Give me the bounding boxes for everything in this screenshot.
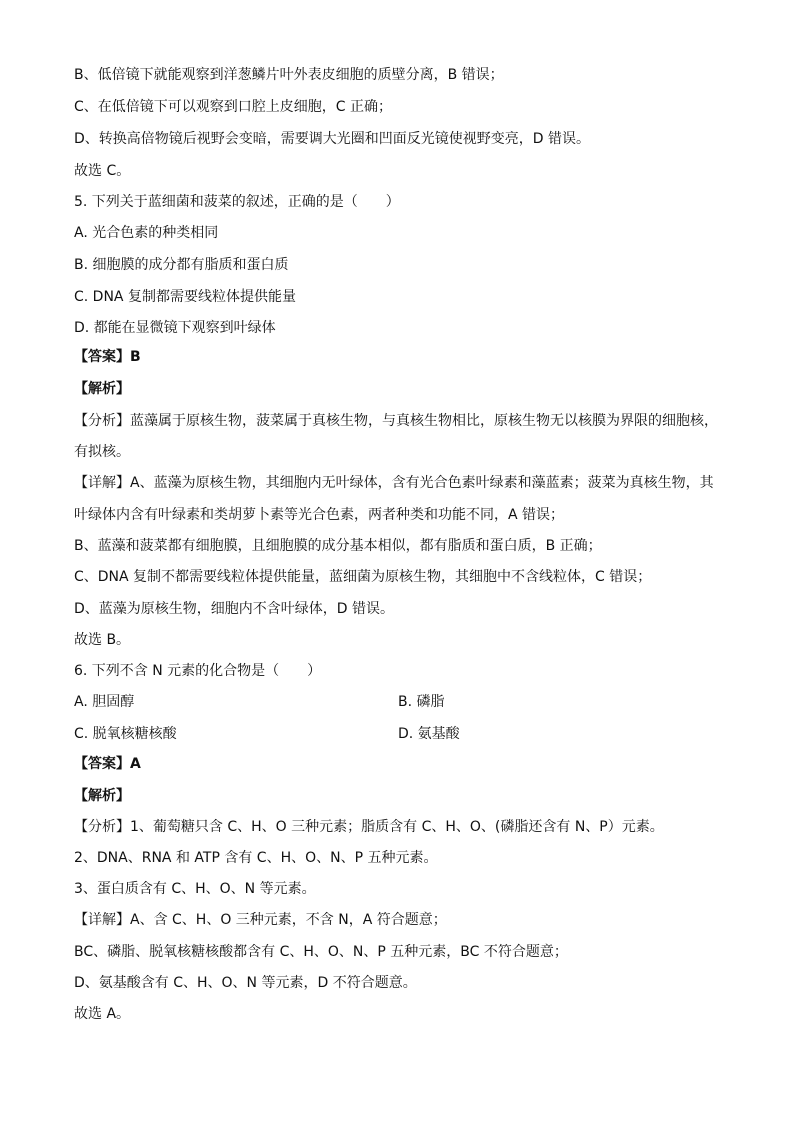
q6-analysis-6: D、氨基酸含有 C、H、O、N 等元素，D 不符合题意。 bbox=[74, 975, 417, 991]
q6-option-a: A. 胆固醇 bbox=[74, 694, 135, 710]
q4-option-d-explanation: D、转换高倍物镜后视野会变暗，需要调大光圈和凹面反光镜使视野变亮，D 错误。 bbox=[74, 131, 591, 147]
q5-analysis-3: 【详解】A、蓝藻为原核生物，其细胞内无叶绿体，含有光合色素叶绿素和藻蓝素；菠菜为真核生物，其 bbox=[74, 475, 714, 491]
q5-analysis-heading: 【解析】 bbox=[74, 381, 130, 397]
q4-conclusion: 故选 C。 bbox=[74, 163, 131, 179]
q5-option-d: D. 都能在显微镜下观察到叶绿体 bbox=[74, 320, 276, 336]
q5-analysis-2: 有拟核。 bbox=[74, 444, 130, 460]
q4-option-c-explanation: C、在低倍镜下可以观察到口腔上皮细胞，C 正确； bbox=[74, 99, 392, 115]
q5-option-c: C. DNA 复制都需要线粒体提供能量 bbox=[74, 289, 296, 305]
q4-option-b-explanation: B、低倍镜下就能观察到洋葱鳞片叶外表皮细胞的质壁分离，B 错误； bbox=[74, 67, 504, 83]
q6-analysis-1: 【分析】1、葡萄糖只含 C、H、O 三种元素；脂质含有 C、H、O、(磷脂还含有 N、P）元素。 bbox=[74, 819, 664, 835]
q5-analysis-7: D、蓝藻为原核生物，细胞内不含叶绿体，D 错误。 bbox=[74, 601, 395, 617]
q5-analysis-6: C、DNA 复制不都需要线粒体提供能量，蓝细菌为原核生物，其细胞中不含线粒体，C 错误； bbox=[74, 569, 652, 585]
q5-analysis-8: 故选 B。 bbox=[74, 632, 131, 648]
q6-stem: 6. 下列不含 N 元素的化合物是（ ） bbox=[74, 663, 322, 679]
q5-analysis-4: 叶绿体内含有叶绿素和类胡萝卜素等光合色素，两者种类和功能不同，A 错误； bbox=[74, 507, 565, 523]
q5-analysis-1: 【分析】蓝藻属于原核生物，菠菜属于真核生物，与真核生物相比，原核生物无以核膜为界限的细胞核， bbox=[74, 413, 718, 429]
q6-analysis-5: BC、磷脂、脱氧核糖核酸都含有 C、H、O、N、P 五种元素，BC 不符合题意； bbox=[74, 944, 568, 960]
q6-analysis-7: 故选 A。 bbox=[74, 1006, 131, 1022]
q5-analysis-5: B、蓝藻和菠菜都有细胞膜，且细胞膜的成分基本相似，都有脂质和蛋白质，B 正确； bbox=[74, 538, 602, 554]
q6-analysis-3: 3、蛋白质含有 C、H、O、N 等元素。 bbox=[74, 881, 316, 897]
q6-answer: 【答案】A bbox=[74, 756, 141, 772]
q5-option-b: B. 细胞膜的成分都有脂质和蛋白质 bbox=[74, 257, 289, 273]
q6-analysis-4: 【详解】A、含 C、H、O 三种元素，不含 N，A 符合题意； bbox=[74, 912, 447, 928]
q6-option-d: D. 氨基酸 bbox=[398, 726, 460, 742]
q6-analysis-heading: 【解析】 bbox=[74, 788, 130, 804]
q6-analysis-2: 2、DNA、RNA 和 ATP 含有 C、H、O、N、P 五种元素。 bbox=[74, 850, 438, 866]
q5-answer: 【答案】B bbox=[74, 349, 141, 365]
q5-option-a: A. 光合色素的种类相同 bbox=[74, 225, 219, 241]
q6-option-c: C. 脱氧核糖核酸 bbox=[74, 726, 177, 742]
q6-option-b: B. 磷脂 bbox=[398, 694, 445, 710]
q5-stem: 5. 下列关于蓝细菌和菠菜的叙述，正确的是（ ） bbox=[74, 194, 400, 210]
